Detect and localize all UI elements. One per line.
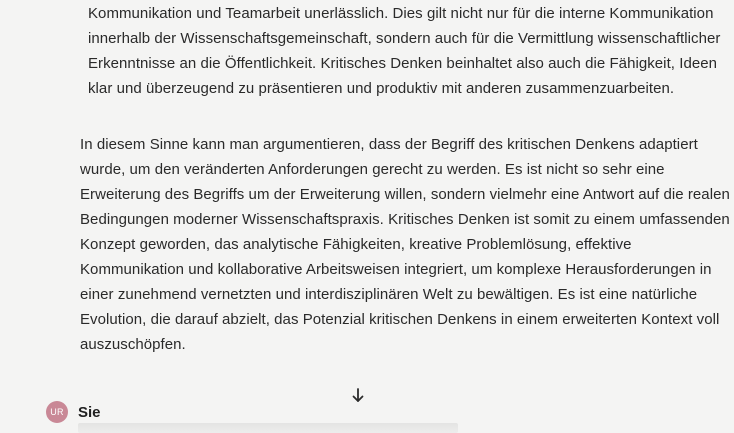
text-line: einer zunehmend vernetzten und interdisziplinären Welt zu bewältigen. Es ist eine natürliche — [80, 286, 698, 303]
scroll-to-bottom-button[interactable] — [346, 384, 370, 408]
arrow-down-icon — [346, 384, 370, 408]
avatar: UR — [46, 401, 68, 423]
text-line: wurde, um den veränderten Anforderungen gerecht zu werden. Es ist nicht so sehr eine — [80, 161, 665, 178]
user-message-text-cutoff — [78, 423, 458, 433]
text-line: Kommunikation und kollaborative Arbeitsweisen integriert, um komplexe Herausforderungen in — [80, 261, 712, 278]
user-message-header — [46, 400, 101, 424]
text-line: Bedingungen moderner Wissenschaftspraxis. Kritisches Denken ist somit zu einem umfassenden — [80, 211, 730, 228]
text-line: Kommunikation und Teamarbeit unerlässlich. Dies gilt nicht nur für die interne Kommunikation — [88, 5, 714, 22]
text-line: Erweiterung des Begriffs um der Erweiterung willen, sondern vielmehr eine Antwort auf die realen — [80, 186, 730, 203]
text-line: Evolution, die darauf abzielt, das Potenzial kritischen Denkens in einem erweiterten Kontext voll — [80, 311, 720, 328]
text-line: innerhalb der Wissenschaftsgemeinschaft, sondern auch für die Vermittlung wissenschaftlicher — [88, 30, 721, 47]
text-line: klar und überzeugend zu präsentieren und produktiv mit anderen zusammenzuarbeiten. — [88, 80, 675, 97]
message-paragraph — [88, 1, 721, 101]
message-paragraph — [80, 132, 730, 357]
text-line: Erkenntnisse an die Öffentlichkeit. Kritisches Denken beinhaltet also auch die Fähigkeit, Ideen — [88, 55, 718, 72]
text-line: In diesem Sinne kann man argumentieren, dass der Begriff des kritischen Denkens adaptiert — [80, 136, 698, 153]
text-line: auszuschöpfen. — [80, 336, 186, 353]
author-name: Sie — [78, 403, 101, 421]
text-line: Konzept geworden, das analytische Fähigkeiten, kreative Problemlösung, effektive — [80, 236, 632, 253]
